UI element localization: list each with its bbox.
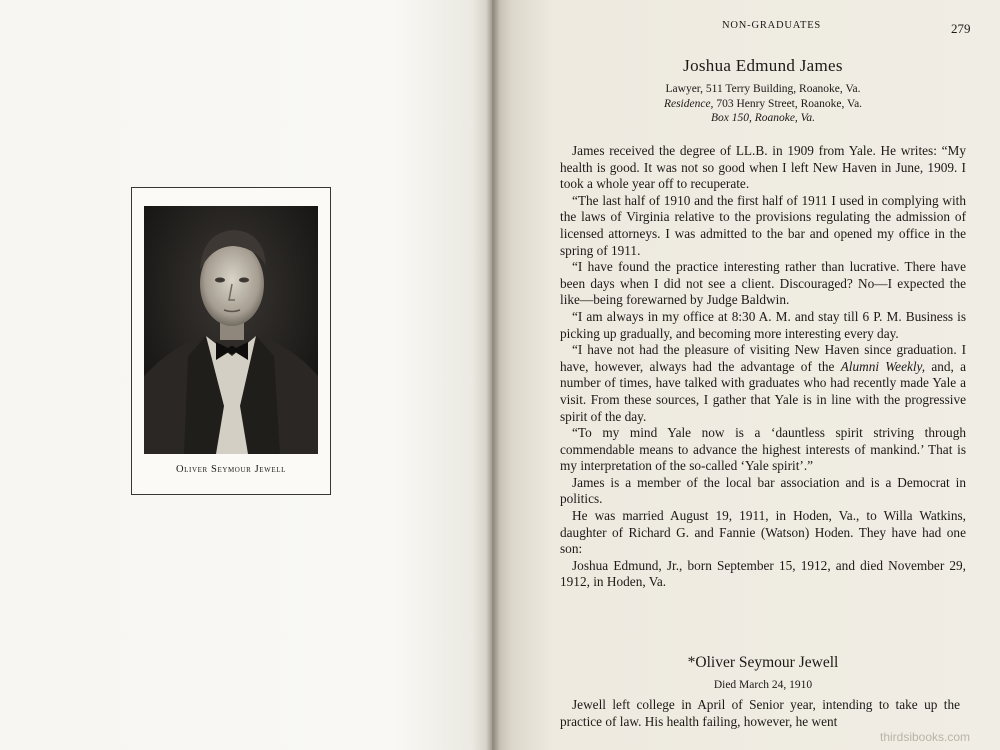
left-page <box>0 0 492 750</box>
photo-plate <box>131 187 331 495</box>
second-biography-name: *Oliver Seymour Jewell <box>687 654 839 671</box>
paragraph: Jewell left college in April of Senior year, intending to take up the practice of law. His health failing, however, he went <box>560 697 960 729</box>
book-gutter <box>486 0 500 750</box>
residence-value: 703 Henry Street, Roanoke, Va. <box>713 98 863 110</box>
paragraph: He was married August 19, 1911, in Hoden, Va., to Willa Watkins, daughter of Richard G. and Fannie (Watson) Hoden. They have had one son: <box>560 508 966 557</box>
page-number: 279 <box>951 21 971 36</box>
alumni-weekly-title: Alumni Weekly, <box>840 358 926 374</box>
paragraph <box>560 342 966 425</box>
paragraph: James received the degree of LL.B. in 1909 from Yale. He writes: “My health is good. It was not so good when I left New Haven in June, 1909. I took a whole year off to recuperate. <box>560 143 966 192</box>
photo-caption: Oliver Seymour Jewell <box>175 464 286 475</box>
paragraph-end: and, a number of times, have talked with graduates who had recently made Yale a visit. From these sources, I gather that Yale is in line with the progressive spirit of the day. <box>560 358 966 424</box>
paragraph-start: “I have not had the pleasure of visiting New Haven since graduation. I have, however, always had the advantage of the <box>560 342 966 374</box>
paragraph: Joshua Edmund, Jr., born September 15, 1912, and died November 29, 1912, in Hoden, Va. <box>560 557 966 590</box>
paragraph: James is a member of the local bar association and is a Democrat in politics. <box>560 474 966 507</box>
paragraph: “To my mind Yale now is a ‘dauntless spirit striving through commendable means to advance the highest interests of mankind.’ That is my interpretation of the so-called ‘Yale spirit’.” <box>560 425 966 474</box>
address-line-business: Lawyer, 511 Terry Building, Roanoke, Va. <box>665 83 861 95</box>
paragraph: “I am always in my office at 8:30 A. M. and stay till 6 P. M. Business is picking up gradually, and becoming more interesting every day. <box>560 308 966 341</box>
portrait-photo <box>144 206 318 454</box>
portrait-illustration <box>144 206 318 454</box>
watermark: thirdsibooks.com <box>880 730 971 744</box>
second-biography-death-date: Died March 24, 1910 <box>713 679 813 691</box>
running-head: NON-GRADUATES <box>722 20 822 31</box>
residence-label: Residence, <box>663 98 714 110</box>
biography-name: Joshua Edmund James <box>683 56 843 75</box>
box-address: Box 150, Roanoke, Va. <box>710 112 816 124</box>
address-line-box <box>560 112 966 124</box>
second-biography-text <box>560 697 960 730</box>
paragraph: “I have found the practice interesting rather than lucrative. There have been days when I did not see a client. Discouraged? No—I expected the like—being forewarned by Judge Baldwin. <box>560 259 966 308</box>
address-line-residence <box>560 98 966 110</box>
paragraph: “The last half of 1910 and the first half of 1911 I used in complying with the laws of Virginia relative to the provisions regulating the admission of licensed attorneys. I was admitted to the bar and opened my office in the spring of 1911. <box>560 192 966 258</box>
biography-text <box>560 143 966 591</box>
